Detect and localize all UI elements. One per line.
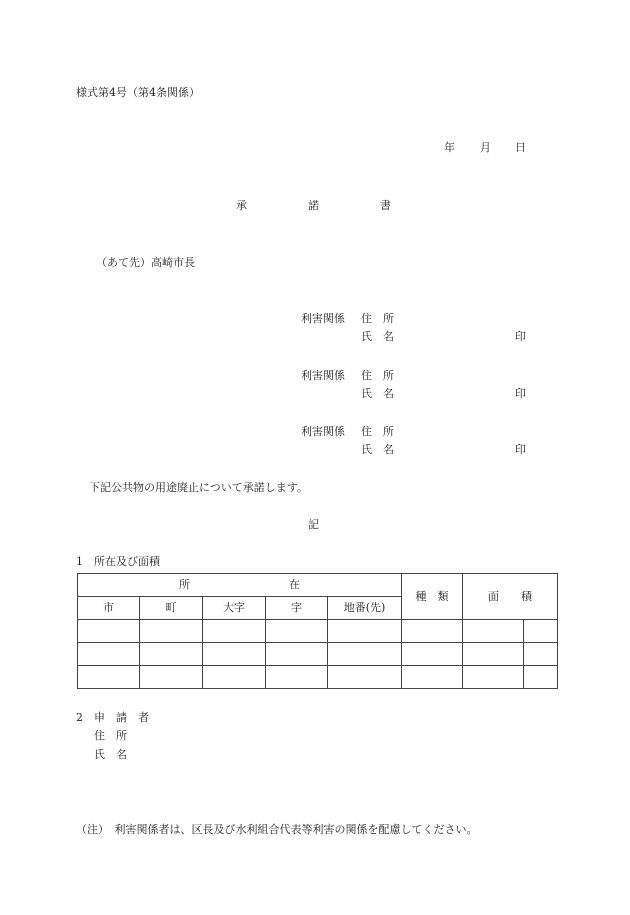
ki-heading: 記 xyxy=(308,518,319,531)
party-address-char: 所 xyxy=(383,312,394,325)
cell[interactable] xyxy=(266,620,328,643)
location-char-b: 在 xyxy=(289,578,301,591)
party-name-char: 名 xyxy=(383,330,394,343)
cell[interactable] xyxy=(78,666,140,689)
party-address-char: 住 xyxy=(361,369,372,382)
section1-title: 所在及び面積 xyxy=(94,555,160,568)
area-header: 面 積 xyxy=(463,574,558,620)
title-char-1: 承 xyxy=(236,199,247,212)
party-label: 利害関係 xyxy=(301,369,345,382)
cell[interactable] xyxy=(78,620,140,643)
cell[interactable] xyxy=(266,643,328,666)
title-char-2: 諾 xyxy=(308,199,319,212)
cell[interactable] xyxy=(463,666,524,689)
table-row xyxy=(78,666,558,689)
party-address-char: 住 xyxy=(361,425,372,438)
cell[interactable] xyxy=(328,643,402,666)
cell[interactable] xyxy=(402,620,463,643)
cell[interactable] xyxy=(463,620,524,643)
cell[interactable] xyxy=(140,666,203,689)
date-month-label: 月 xyxy=(480,141,491,154)
subheader-aza: 字 xyxy=(266,597,328,620)
date-year-label: 年 xyxy=(444,141,455,154)
cell[interactable] xyxy=(402,666,463,689)
table-row xyxy=(78,620,558,643)
cell[interactable] xyxy=(203,643,266,666)
date-day-label: 日 xyxy=(515,141,526,154)
location-header xyxy=(78,574,402,597)
location-area-table xyxy=(77,573,558,689)
title-char-3: 書 xyxy=(380,199,391,212)
cell[interactable] xyxy=(78,643,140,666)
table-row xyxy=(78,643,558,666)
footnote: （注） 利害関係者は、区長及び水利組合代表等利害の関係を配慮してください。 xyxy=(76,823,478,836)
seal-mark: 印 xyxy=(515,387,526,400)
seal-mark: 印 xyxy=(515,330,526,343)
subheader-oaza: 大字 xyxy=(203,597,266,620)
cell[interactable] xyxy=(140,620,203,643)
party-label: 利害関係 xyxy=(301,425,345,438)
applicant-address-label: 住 所 xyxy=(94,729,127,742)
form-number: 様式第4号（第4条関係） xyxy=(76,86,200,99)
addressee: （あて先）高崎市長 xyxy=(96,256,195,269)
cell[interactable] xyxy=(524,666,558,689)
section2-number: 2 xyxy=(76,711,83,724)
cell[interactable] xyxy=(524,620,558,643)
subheader-city: 市 xyxy=(78,597,140,620)
party-address-char: 所 xyxy=(383,425,394,438)
cell[interactable] xyxy=(328,666,402,689)
party-label: 利害関係 xyxy=(301,312,345,325)
cell[interactable] xyxy=(266,666,328,689)
subheader-lot: 地番(先) xyxy=(328,597,402,620)
party-name-char: 氏 xyxy=(361,443,372,456)
party-name-char: 名 xyxy=(383,387,394,400)
cell[interactable] xyxy=(463,643,524,666)
party-name-char: 氏 xyxy=(361,387,372,400)
cell[interactable] xyxy=(402,643,463,666)
cell[interactable] xyxy=(203,666,266,689)
applicant-name-label: 氏 名 xyxy=(94,748,127,761)
party-name-char: 名 xyxy=(383,443,394,456)
cell[interactable] xyxy=(203,620,266,643)
statement: 下記公共物の用途廃止について承諾します。 xyxy=(89,481,308,494)
party-name-char: 氏 xyxy=(361,330,372,343)
kind-header: 種 類 xyxy=(402,574,463,620)
party-address-char: 住 xyxy=(361,312,372,325)
seal-mark: 印 xyxy=(515,443,526,456)
party-address-char: 所 xyxy=(383,369,394,382)
subheader-town: 町 xyxy=(140,597,203,620)
location-char-a: 所 xyxy=(179,578,191,591)
section1-number: 1 xyxy=(76,555,83,568)
section2-title: 申 請 者 xyxy=(94,711,149,724)
cell[interactable] xyxy=(328,620,402,643)
cell[interactable] xyxy=(140,643,203,666)
cell[interactable] xyxy=(524,643,558,666)
